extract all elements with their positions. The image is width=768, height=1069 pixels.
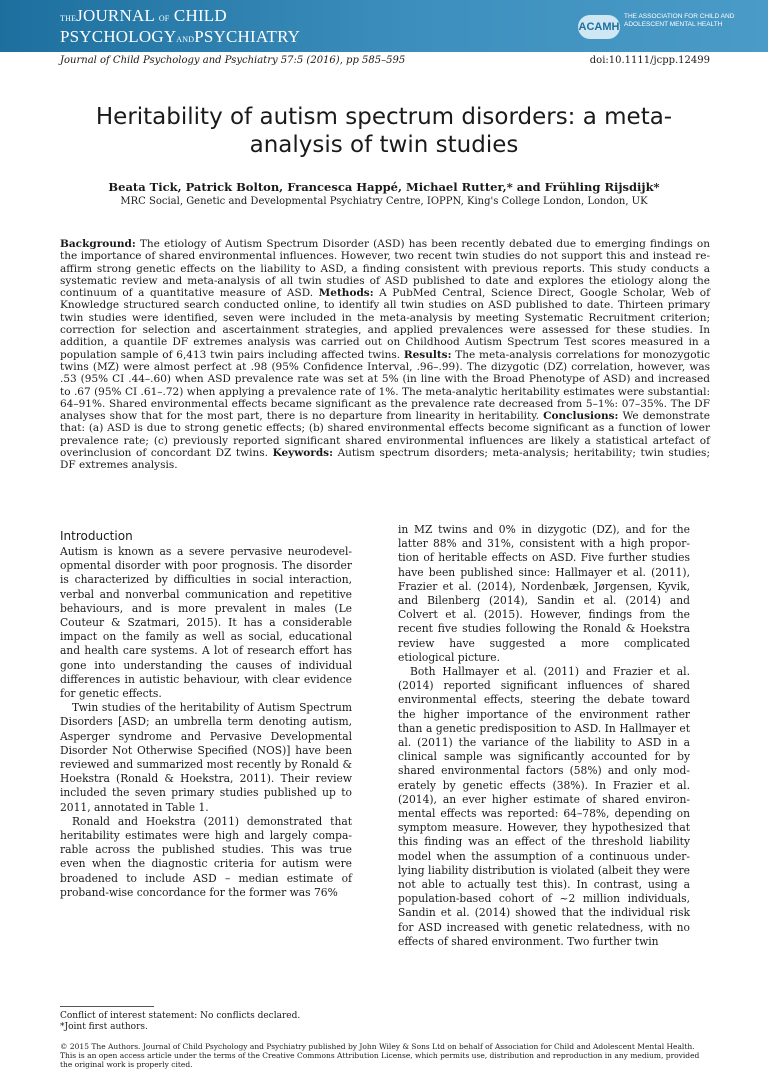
abstract-conclusions-label: Conclusions: — [543, 410, 619, 423]
body-paragraph: Autism is known as a severe pervasive neurodevel-opmental disorder with poor prognosis. The disorder is characterized by difficulties in social interaction, verbal and nonverbal communication and repetitive behaviours, and is more prevalent in males (Le Couteur & Szatmari, 2015). It has a considerable impact on the family as well as social, educational and health care systems. A lot of research effort has gone into understanding the causes of individual differences in autistic behaviour, with clear evidence for genetic effects. — [60, 545, 352, 701]
logo-the: THE — [60, 14, 77, 23]
introduction-heading: Introduction — [60, 529, 133, 543]
body-paragraph: Both Hallmayer et al. (2011) and Frazier et al. (2014) reported significant influences of shared environmental effects, steering the debate toward the higher importance of the environment rather than a genetic predisposition to ASD. In Hallmayer et al. (2011) the variance of the liability to ASD in a clinical sample was significantly accounted for by shared environmental factors (58%) and only mod-erately by genetic effects (38%). In Frazier et al. (2014), an ever higher estimate of shared environ-mental effects was reported: 64–78%, depending on symptom measure. However, they hypothesized that this finding was an effect of the threshold liability model when the assumption of a continuous under-lying liability distribution is violated (albeit they were not able to actually test this). In contrast, using a population-based cohort of ~2 million individuals, Sandin et al. (2014) showed that the individual risk for ASD increased with genetic relatedness, with no effects of shared environment. Two further twin — [398, 665, 690, 948]
abstract-methods-label: Methods: — [318, 287, 374, 300]
footnote-joint-authors: *Joint first authors. — [60, 1022, 148, 1032]
logo-psychology: PSYCHOLOGY — [60, 27, 177, 46]
abstract-results: The meta-analysis correlations for monozygotic twins (MZ) were almost perfect at .98 (95% Confidence Interval, .96–.99). The dizygotic (DZ) correlation, however, was .53 (95% CI .44–.60) when ASD prevalence rate was set at 5% (in line with the Broad Phenotype of ASD) and increased to .67 (95% CI .61–.72) when applying a prevalence rate of 1%. The meta-analytic heritability estimates were substantial: 64–91%. Shared environmental effects became significant as the prevalence rate decreased from 5–1%: 07–35%. The DF analyses show that for the most part, there is no departure from linearity in heritability. — [60, 348, 710, 423]
journal-logo — [60, 7, 300, 49]
copyright-line: © 2015 The Authors. Journal of Child Psychology and Psychiatry published by John Wiley & Sons Ltd on behalf of Association for Child and Adolescent Mental Health. — [60, 1042, 695, 1051]
abstract-methods: A PubMed Central, Science Direct, Google Scholar, Web of Knowledge structured search conducted online, to identify all twin studies on ASD published to date. Thirteen primary twin studies were identified, seven were included in the meta-analysis by meeting Systematic Recruitment criterion; correction for selection and ascertainment strategies, and applied prevalences were assessed for these studies. In addition, a quantile DF extremes analysis was carried out on Childhood Autism Spectrum Test scores measured in a population sample of 6,413 twin pairs including affected twins. — [60, 287, 710, 361]
license-notice — [60, 1042, 710, 1069]
logo-child: CHILD — [173, 6, 227, 25]
acamh-logo — [578, 13, 758, 41]
logo-and: AND — [176, 35, 195, 44]
journal-banner — [0, 0, 768, 52]
author-list: Beata Tick, Patrick Bolton, Francesca Happé, Michael Rutter,* and Frühling Rijsdijk* — [108, 180, 660, 194]
abstract-background: The etiology of Autism Spectrum Disorder (ASD) has been recently debated due to emerging findings on the importance of shared environmental influences. However, two recent twin studies do not support this and instead re-affirm strong genetic effects on the liability to ASD, a finding consistent with previous reports. This study conducts a systematic review and meta-analysis of all twin studies of ASD published to date and explores the etiology along the continuum of a quantitative measure of ASD. — [60, 238, 710, 300]
abstract-background-label: Background: — [60, 238, 136, 250]
body-paragraph: in MZ twins and 0% in dizygotic (DZ), and for the latter 88% and 31%, consistent with a high propor-tion of heritable effects on ASD. Five further studies have been published since: Hallmayer et al. (2011), Frazier et al. (2014), Nordenbæk, Jørgensen, Kyvik, and Bilenberg (2014), Sandin et al. (2014) and Colvert et al. (2015). However, findings from the recent five studies following the Ronald & Hoekstra review have suggested a more complicated etiological picture. — [398, 523, 690, 664]
footnotes — [60, 1011, 352, 1033]
abstract — [60, 238, 710, 472]
logo-psychiatry: PSYCHIATRY — [194, 27, 301, 46]
abstract-keywords-label: Keywords: — [272, 447, 333, 460]
acamh-name: THE ASSOCIATION FOR CHILD AND ADOLESCENT MENTAL HEALTH — [624, 13, 735, 28]
footnote-conflict: Conflict of interest statement: No conflicts declared. — [60, 1011, 301, 1021]
abstract-results-label: Results: — [403, 348, 452, 361]
doi: doi:10.1111/jcpp.12499 — [589, 55, 710, 66]
abstract-keywords: Autism spectrum disorders; meta-analysis; heritability; twin studies; DF extremes analysis. — [60, 447, 710, 472]
right-column — [398, 523, 690, 949]
body-paragraph: Ronald and Hoekstra (2011) demonstrated that heritability estimates were high and largely compa-rable across the published studies. This was true even when the diagnostic criteria for autism were broadened to include ASD – median estimate of proband-wise concordance for the former was 76% — [60, 814, 352, 899]
affiliation: MRC Social, Genetic and Developmental Psychiatry Centre, IOPPN, King's College London, London, UK — [120, 196, 648, 207]
logo-journal: JOURNAL — [76, 6, 155, 25]
acamh-badge: ACAMH — [578, 15, 620, 39]
body-paragraph: Twin studies of the heritability of Autism Spectrum Disorders [ASD; an umbrella term denoting autism, Asperger syndrome and Pervasive Developmental Disorder Not Otherwise Specified (NOS)] have been reviewed and summarized most recently by Ronald & Hoekstra (Ronald & Hoekstra, 2011). Their review included the seven primary studies published up to 2011, annotated in Table 1. — [60, 701, 352, 814]
journal-citation: Journal of Child Psychology and Psychiatry 57:5 (2016), pp 585–595 — [60, 55, 406, 66]
open-access-line: This is an open access article under the terms of the Creative Commons Attribution License, which permits use, distribution and reproduction in any medium, provided the original work is properly cited. — [60, 1051, 700, 1069]
footnote-divider — [60, 1006, 154, 1007]
article-title: Heritability of autism spectrum disorders: a meta-analysis of twin studies — [95, 104, 673, 158]
abstract-conclusions: We demonstrate that: (a) ASD is due to strong genetic effects; (b) shared environmental effects become significant as a function of lower prevalence rate; (c) previously reported significant shared environmental influences are likely a statistical artefact of overinclusion of concordant DZ twins. — [60, 410, 710, 460]
logo-of: OF — [158, 14, 170, 23]
left-column — [60, 528, 352, 900]
